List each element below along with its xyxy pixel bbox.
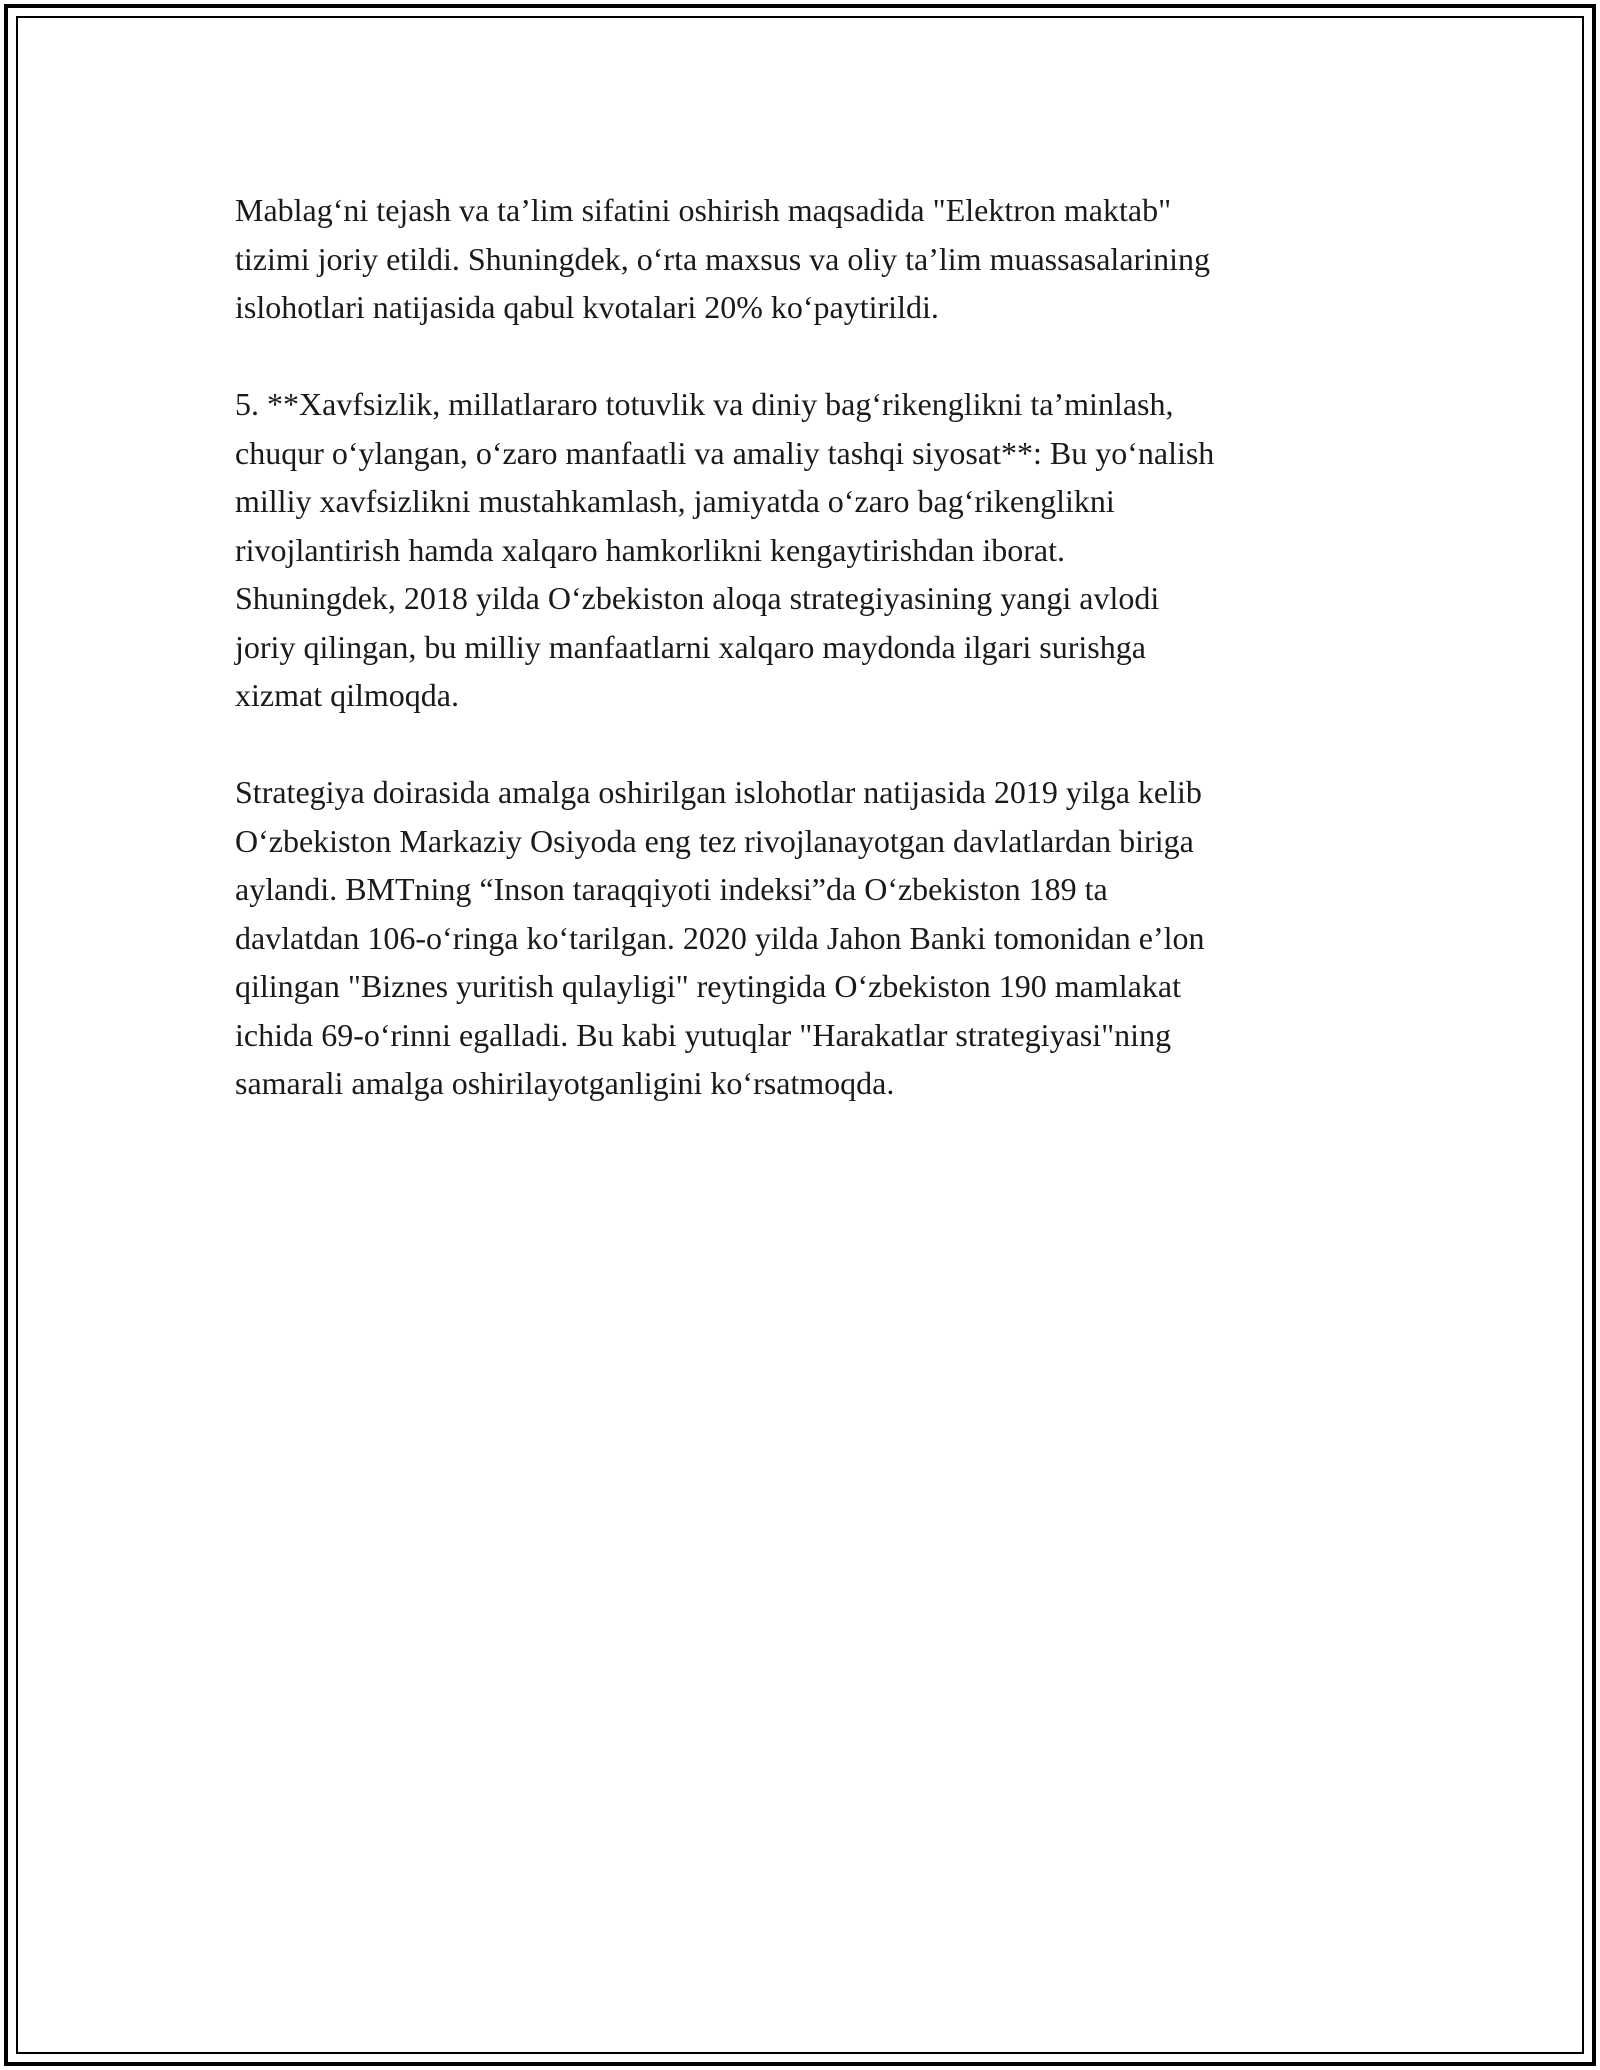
paragraph-reform-results: Strategiya doirasida amalga oshirilgan islohotlar natijasida 2019 yilga kelib O‘zbekiston Markaziy Osiyoda eng tez rivojlanayotgan davlatlardan biriga aylandi. BMTning “Inson taraqqiyoti indeksi”da O‘zbekiston 189 ta davlatdan 106-o‘ringa ko‘tarilgan. 2020 yilda Jahon Banki tomonidan e’lon qilingan "Biznes yuritish qulayligi" reytingida O‘zbekiston 190 mamlakat ichida 69-o‘rinni egalladi. Bu kabi yutuqlar "Harakatlar strategiyasi"ning samarali amalga oshirilayotganligini ko‘rsatmoqda. [235, 774, 1205, 1101]
paragraph-security-policy: 5. **Xavfsizlik, millatlararo totuvlik va diniy bag‘rikenglikni ta’minlash, chuqur o‘ylangan, o‘zaro manfaatli va amaliy tashqi siyosat**: Bu yo‘nalish milliy xavfsizlikni mustahkamlash, jamiyatda o‘zaro bag‘rikenglikni rivojlantirish hamda xalqaro hamkorlikni kengaytirishdan iborat. Shuningdek, 2018 yilda O‘zbekiston aloqa strategiyasining yangi avlodi joriy qilingan, bu milliy manfaatlarni xalqaro maydonda ilgari surishga xizmat qilmoqda. [235, 386, 1215, 713]
paragraph-electronic-school: Mablag‘ni tejash va ta’lim sifatini oshirish maqsadida "Elektron maktab" tizimi joriy etildi. Shuningdek, o‘rta maxsus va oliy ta’lim muassasalarining islohotlari natijasida qabul kvotalari 20% ko‘paytirildi. [235, 192, 1210, 325]
document-body [235, 186, 1375, 1108]
paragraph-gap [235, 332, 1375, 381]
paragraph-gap [235, 720, 1375, 769]
